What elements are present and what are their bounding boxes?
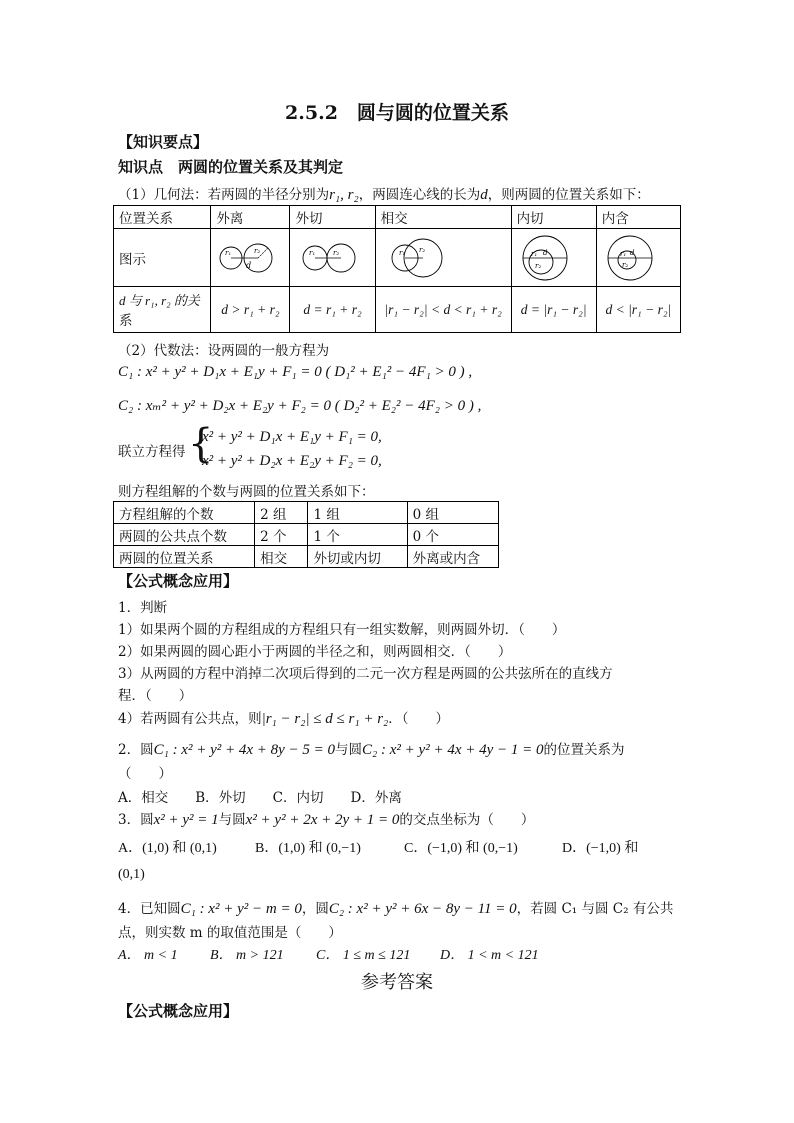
svg-text:r₂: r₂ bbox=[534, 261, 541, 270]
q4-option-a: A． m < 1 bbox=[118, 948, 178, 963]
table-cell: 两圆的位置关系 bbox=[114, 546, 255, 568]
table-cell: 2 组 bbox=[255, 502, 308, 524]
diagram-cell-internal-tangent bbox=[511, 229, 596, 287]
system-label: 联立方程得 bbox=[118, 444, 186, 460]
system-equation-2: x² + y² + D₂x + E₂y + F₂ = 0, bbox=[202, 453, 382, 469]
condition-cell: d = |r₁ − r₂| bbox=[511, 287, 596, 333]
q3-option-b: B．(1,0) 和 (0,−1) bbox=[255, 841, 361, 856]
geometric-intro: （1）几何法：若两圆的半径分别为r₁, r₂，两圆连心线的长为d，则两圆的位置关系如下： bbox=[118, 187, 650, 203]
table-header-cell: 位置关系 bbox=[114, 206, 211, 229]
table-header-cell: 内含 bbox=[596, 206, 680, 229]
answer-title: 参考答案 bbox=[361, 972, 433, 993]
table-row bbox=[114, 524, 499, 546]
system-brace: { bbox=[188, 421, 214, 467]
knowledge-point-title: 知识点 两圆的位置关系及其判定 bbox=[118, 158, 344, 176]
q2-options: A．相交 B．外切 C．内切 D．外离 bbox=[118, 790, 402, 806]
q1-item-3: 3）从两圆的方程中消掉二次项后得到的二元一次方程是两圆的公共弦所在的直线方 bbox=[118, 666, 613, 682]
table2-intro: 则方程组解的个数与两圆的位置关系如下： bbox=[118, 484, 375, 500]
separate-circles-diagram bbox=[216, 238, 276, 278]
table-row bbox=[114, 229, 681, 287]
table-header-cell: 外切 bbox=[290, 206, 375, 229]
external-tangent-diagram bbox=[295, 238, 359, 278]
condition-cell: d = r₁ + r₂ bbox=[290, 287, 375, 333]
system-equation-1: x² + y² + D₁x + E₁y + F₁ = 0, bbox=[202, 429, 382, 445]
svg-text:d: d bbox=[542, 248, 548, 257]
svg-text:r₁: r₁ bbox=[619, 249, 626, 258]
table-row bbox=[114, 502, 499, 524]
diagram-cell-intersect bbox=[375, 229, 511, 287]
svg-text:r₂: r₂ bbox=[333, 248, 340, 257]
svg-text:r₂: r₂ bbox=[418, 245, 425, 254]
algebraic-intro: （2）代数法：设两圆的一般方程为 bbox=[118, 343, 330, 359]
table-header-cell: 内切 bbox=[511, 206, 596, 229]
svg-text:r₁: r₁ bbox=[530, 249, 537, 258]
q3-option-d: D．(−1,0) 和 bbox=[562, 841, 639, 856]
table-row bbox=[114, 287, 681, 333]
section-application: 【公式概念应用】 bbox=[118, 572, 239, 590]
diagram-cell-separate bbox=[211, 229, 290, 287]
q1-item-1: 1）如果两个圆的方程组成的方程组只有一组实数解，则两圆外切．（ ） bbox=[118, 622, 566, 638]
q2-blank: （ ） bbox=[118, 766, 172, 782]
q3-stem: 3．圆x² + y² = 1与圆x² + y² + 2x + 2y + 1 = 0的交点坐标为（ ） bbox=[118, 812, 535, 828]
condition-cell: d < |r₁ − r₂| bbox=[596, 287, 680, 333]
table-cell: 相交 bbox=[255, 546, 308, 568]
svg-text:d: d bbox=[629, 248, 635, 257]
section-knowledge: 【知识要点】 bbox=[118, 133, 209, 151]
q1-item-4: 4）若两圆有公共点，则|r₁ − r₂| ≤ d ≤ r₁ + r₂．（ ） bbox=[118, 711, 450, 727]
table-cell: 0 组 bbox=[407, 502, 498, 524]
condition-cell: |r₁ − r₂| < d < r₁ + r₂ bbox=[375, 287, 511, 333]
table-cell: 0 个 bbox=[407, 524, 498, 546]
internal-tangent-diagram bbox=[517, 234, 573, 282]
table-cell: 外切或内切 bbox=[308, 546, 407, 568]
position-relation-table bbox=[113, 205, 681, 333]
table-header-cell: 外离 bbox=[211, 206, 290, 229]
table-cell: 图示 bbox=[114, 229, 211, 287]
table-cell: 外离或内含 bbox=[407, 546, 498, 568]
svg-text:r₂: r₂ bbox=[621, 260, 628, 269]
q4-option-c: C． 1 ≤ m ≤ 121 bbox=[316, 948, 411, 963]
svg-text:d: d bbox=[246, 260, 252, 270]
equation-c2: C₂ : xₘ² + y² + D₂x + E₂y + F₂ = 0 ( D₂² + E₂² − 4F₂ > 0 ) , bbox=[118, 398, 482, 414]
q3-option-d-cont: (0,1) bbox=[118, 867, 145, 882]
table-cell: 1 组 bbox=[308, 502, 407, 524]
q3-option-a: A．(1,0) 和 (0,1) bbox=[118, 841, 217, 856]
table-cell: d 与 r₁, r₂ 的关 系 bbox=[114, 287, 211, 333]
q2-stem: 2．圆C₁ : x² + y² + 4x + 8y − 5 = 0与圆C₂ : x² + y² + 4x + 4y − 1 = 0的位置关系为 bbox=[118, 742, 625, 758]
q4-option-b: B． m > 121 bbox=[210, 948, 284, 963]
table-row bbox=[114, 206, 681, 229]
table-row bbox=[114, 546, 499, 568]
page-title: 2.5.2 圆与圆的位置关系 bbox=[285, 102, 509, 124]
table-cell: 2 个 bbox=[255, 524, 308, 546]
svg-text:r₁: r₁ bbox=[225, 248, 232, 257]
q1-item-3-cont: 程．（ ） bbox=[118, 688, 193, 704]
answer-section: 【公式概念应用】 bbox=[118, 1002, 239, 1020]
q4-stem-cont: 点，则实数 m 的取值范围是（ ） bbox=[118, 925, 342, 941]
svg-text:r₁: r₁ bbox=[309, 248, 316, 257]
contained-circles-diagram bbox=[602, 234, 658, 282]
equation-c1: C₁ : x² + y² + D₁x + E₁y + F₁ = 0 ( D₁² + E₁² − 4F₁ > 0 ) , bbox=[118, 364, 473, 380]
condition-cell: d > r₁ + r₂ bbox=[211, 287, 290, 333]
table-cell: 方程组解的个数 bbox=[114, 502, 255, 524]
solution-count-table bbox=[113, 501, 499, 568]
q1-item-2: 2）如果两圆的圆心距小于两圆的半径之和，则两圆相交．（ ） bbox=[118, 644, 512, 660]
q1-title: 1．判断 bbox=[118, 600, 168, 616]
q3-option-c: C．(−1,0) 和 (0,−1) bbox=[404, 841, 518, 856]
table-header-cell: 相交 bbox=[375, 206, 511, 229]
table-cell: 1 个 bbox=[308, 524, 407, 546]
q4-option-d: D． 1 < m < 121 bbox=[440, 948, 539, 963]
table-cell: 两圆的公共点个数 bbox=[114, 524, 255, 546]
diagram-cell-contain bbox=[596, 229, 680, 287]
q4-stem: 4．已知圆C₁ : x² + y² − m = 0，圆C₂ : x² + y² + 6x − 8y − 11 = 0，若圆 C₁ 与圆 C₂ 有公共 bbox=[118, 901, 674, 917]
svg-text:r₂: r₂ bbox=[254, 246, 261, 255]
intersecting-circles-diagram bbox=[381, 236, 451, 280]
svg-text:r₁: r₁ bbox=[398, 248, 405, 257]
diagram-cell-external-tangent bbox=[290, 229, 375, 287]
